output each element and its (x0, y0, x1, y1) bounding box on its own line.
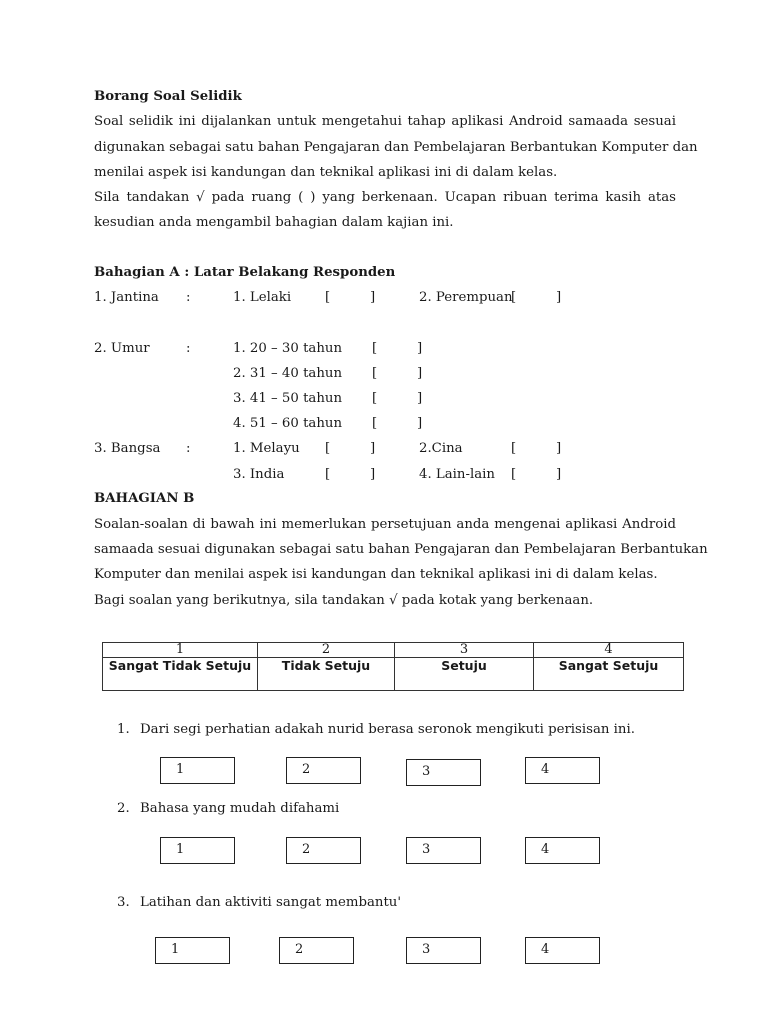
umur-4-bracket-open[interactable]: [ (372, 416, 378, 431)
scale-label-sangat-setuju: Sangat Setuju (534, 658, 684, 691)
umur-4-bracket-close[interactable]: ] (417, 416, 423, 431)
scale-number-4: 4 (534, 643, 684, 658)
bangsa-colon: : (186, 441, 191, 456)
umur-option-3: 3. 41 – 50 tahun (233, 391, 343, 406)
jantina-perempuan-bracket-close[interactable]: ] (556, 290, 562, 305)
intro-line-2: digunakan sebagai satu bahan Pengajaran dan Pembelajaran Berbantukan Komputer dan (94, 140, 698, 155)
bangsa-india-bracket-open[interactable]: [ (325, 467, 331, 482)
bangsa-option-lain-lain: 4. Lain-lain (419, 467, 495, 482)
bangsa-label: 3. Bangsa (94, 441, 161, 456)
question-1-number: 1. (117, 722, 130, 737)
bangsa-cina-bracket-close[interactable]: ] (556, 441, 562, 456)
section-b-intro-line-4: Bagi soalan yang berikutnya, sila tandakan √ pada kotak yang berkenaan. (94, 593, 594, 608)
question-3-box-4[interactable] (525, 937, 600, 964)
jantina-perempuan-bracket-open[interactable]: [ (511, 290, 517, 305)
umur-2-bracket-close[interactable]: ] (417, 366, 423, 381)
jantina-colon: : (186, 290, 191, 305)
scale-label-setuju: Setuju (395, 658, 534, 691)
section-a-heading: Bahagian A : Latar Belakang Responden (94, 265, 396, 280)
question-3-box-1[interactable] (155, 937, 230, 964)
jantina-option-lelaki: 1. Lelaki (233, 290, 292, 305)
intro-line-4: Sila tandakan √ pada ruang ( ) yang berkenaan. Ucapan ribuan terima kasih atas (94, 190, 676, 205)
question-2-box-3-label: 3 (422, 842, 431, 857)
question-2-box-3[interactable] (406, 837, 481, 864)
bangsa-lain-bracket-close[interactable]: ] (556, 467, 562, 482)
question-1-box-1-label: 1 (176, 762, 185, 777)
question-1-box-2[interactable] (286, 757, 361, 784)
scale-label-sangat-tidak-setuju: Sangat Tidak Setuju (103, 658, 258, 691)
umur-option-1: 1. 20 – 30 tahun (233, 341, 343, 356)
bangsa-option-india: 3. India (233, 467, 285, 482)
bangsa-option-cina: 2.Cina (419, 441, 463, 456)
bangsa-lain-bracket-open[interactable]: [ (511, 467, 517, 482)
question-3-box-1-label: 1 (171, 942, 180, 957)
section-b-intro-line-1: Soalan-soalan di bawah ini memerlukan persetujuan anda mengenai aplikasi Android (94, 517, 676, 532)
umur-colon: : (186, 341, 191, 356)
umur-option-4: 4. 51 – 60 tahun (233, 416, 343, 431)
bangsa-india-bracket-close[interactable]: ] (370, 467, 376, 482)
section-b-intro-line-2: samaada sesuai digunakan sebagai satu bahan Pengajaran dan Pembelajaran Berbantukan (94, 542, 708, 557)
question-2-box-1[interactable] (160, 837, 235, 864)
question-3-box-3-label: 3 (422, 942, 431, 957)
umur-1-bracket-close[interactable]: ] (417, 341, 423, 356)
question-1-box-3-label: 3 (422, 764, 431, 779)
bangsa-melayu-bracket-close[interactable]: ] (370, 441, 376, 456)
jantina-option-perempuan: 2. Perempuan (419, 290, 513, 305)
question-2-box-2[interactable] (286, 837, 361, 864)
scale-number-3: 3 (395, 643, 534, 658)
question-1-box-2-label: 2 (302, 762, 311, 777)
intro-line-5: kesudian anda mengambil bahagian dalam kajian ini. (94, 215, 454, 230)
question-2-box-1-label: 1 (176, 842, 185, 857)
umur-3-bracket-open[interactable]: [ (372, 391, 378, 406)
bangsa-option-melayu: 1. Melayu (233, 441, 300, 456)
section-b-intro-line-3: Komputer dan menilai aspek isi kandungan dan teknikal aplikasi ini di dalam kelas. (94, 567, 658, 582)
jantina-lelaki-bracket-open[interactable]: [ (325, 290, 331, 305)
question-2-box-2-label: 2 (302, 842, 311, 857)
bangsa-cina-bracket-open[interactable]: [ (511, 441, 517, 456)
umur-3-bracket-close[interactable]: ] (417, 391, 423, 406)
question-2-text: Bahasa yang mudah difahami (140, 801, 340, 816)
question-3-box-4-label: 4 (541, 942, 550, 957)
question-3-text: Latihan dan aktiviti sangat membantu' (140, 895, 402, 910)
umur-label: 2. Umur (94, 341, 150, 356)
question-1-box-4[interactable] (525, 757, 600, 784)
scale-number-1: 1 (103, 643, 258, 658)
question-2-box-4[interactable] (525, 837, 600, 864)
question-1-box-1[interactable] (160, 757, 235, 784)
bangsa-melayu-bracket-open[interactable]: [ (325, 441, 331, 456)
jantina-lelaki-bracket-close[interactable]: ] (370, 290, 376, 305)
scale-label-tidak-setuju: Tidak Setuju (258, 658, 395, 691)
umur-option-2: 2. 31 – 40 tahun (233, 366, 343, 381)
section-b-heading: BAHAGIAN B (94, 491, 195, 506)
scale-number-2: 2 (258, 643, 395, 658)
question-1-box-4-label: 4 (541, 762, 550, 777)
question-1-box-3[interactable] (406, 759, 481, 786)
question-3-box-2[interactable] (279, 937, 354, 964)
intro-line-3: menilai aspek isi kandungan dan teknikal aplikasi ini di dalam kelas. (94, 165, 558, 180)
question-3-number: 3. (117, 895, 130, 910)
document-title: Borang Soal Selidik (94, 89, 242, 104)
intro-line-1: Soal selidik ini dijalankan untuk mengetahui tahap aplikasi Android samaada sesuai (94, 114, 676, 129)
umur-1-bracket-open[interactable]: [ (372, 341, 378, 356)
rating-scale-table (102, 642, 684, 691)
question-3-box-2-label: 2 (295, 942, 304, 957)
question-2-box-4-label: 4 (541, 842, 550, 857)
umur-2-bracket-open[interactable]: [ (372, 366, 378, 381)
jantina-label: 1. Jantina (94, 290, 159, 305)
question-1-text: Dari segi perhatian adakah nurid berasa seronok mengikuti perisisan ini. (140, 722, 635, 737)
question-2-number: 2. (117, 801, 130, 816)
question-3-box-3[interactable] (406, 937, 481, 964)
